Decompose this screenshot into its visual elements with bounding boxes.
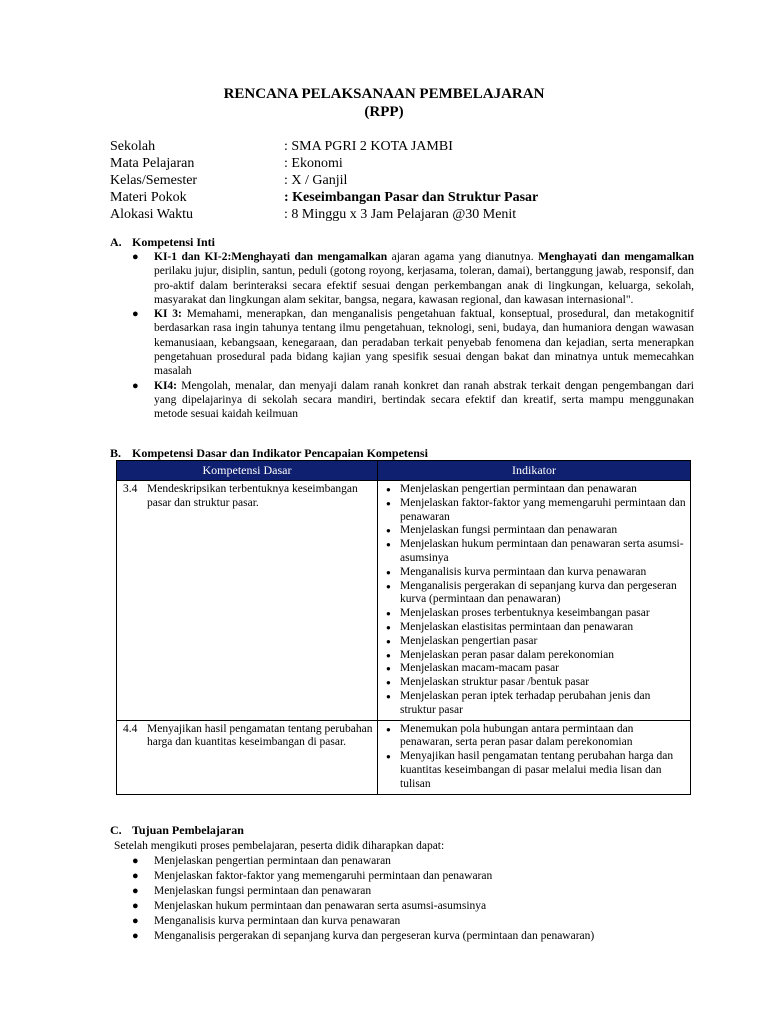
kompetensi-inti-list (130, 250, 694, 422)
info-row-sekolah (110, 138, 538, 155)
bullet-icon: ● (132, 930, 139, 942)
kompetensi-table (116, 460, 691, 795)
ki-text: ajaran agama yang dianutnya. (387, 251, 539, 263)
section-title: Kompetensi Inti (132, 235, 216, 249)
list-item: ● Menjelaskan hukum permintaan dan penawaran serta asumsi-asumsinya (384, 538, 686, 566)
kd-description: Menyajikan hasil pengamatan tentang perubahan harga dan kuantitas keseimbangan di pasar. (147, 722, 373, 749)
list-item: ● Menjelaskan peran pasar dalam perekonomian (384, 649, 686, 663)
indikator-list (384, 723, 686, 792)
identity-block (110, 138, 538, 223)
list-item: ● Menganalisis kurva permintaan dan kurva penawaran (384, 566, 686, 580)
section-title: Tujuan Pembelajaran (132, 823, 244, 837)
info-label: Sekolah (110, 139, 156, 154)
list-item (130, 854, 710, 869)
section-letter: C. (110, 823, 122, 837)
list-item: ● Menjelaskan elastisitas permintaan dan penawaran (384, 621, 686, 635)
table-header-row (117, 461, 691, 481)
list-item (130, 929, 710, 944)
info-label: Alokasi Waktu (110, 207, 193, 222)
section-a-heading (110, 235, 215, 250)
section-letter: B. (110, 446, 122, 460)
column-header-kd: Kompetensi Dasar (117, 461, 378, 481)
list-item: ● Menganalisis pergerakan di sepanjang kurva dan pergeseran kurva (permintaan dan penawaran) (384, 580, 686, 608)
indikator-cell (378, 720, 691, 794)
tujuan-text: Menjelaskan faktor-faktor yang memengaruhi permintaan dan penawaran (154, 870, 493, 882)
section-b-heading (110, 446, 428, 461)
bullet-icon: ● (132, 308, 139, 321)
list-item (130, 884, 710, 899)
info-label: Mata Pelajaran (110, 156, 195, 171)
info-value: : X / Ganjil (284, 173, 348, 188)
bullet-icon: ● (132, 379, 139, 392)
bullet-icon: ● (132, 885, 139, 897)
kd-description: Mendeskripsikan terbentuknya keseimbangan pasar dan struktur pasar. (147, 483, 358, 509)
info-row-kelas (110, 172, 538, 189)
ki-text: Mengolah, menalar, dan menyaji dalam ranah konkret dan ranah abstrak terkait dengan pengembangan dari yang dipelajarinya di sekolah secara mandiri, bertindak secara efektif dan kreatif, serta mampu menggunakan metode sesuai kaidah keilmuan (154, 379, 694, 421)
bullet-icon: ● (132, 900, 139, 912)
list-item: ● Menjelaskan peran iptek terhadap perubahan jenis dan struktur pasar (384, 690, 686, 718)
tujuan-text: Menjelaskan hukum permintaan dan penawaran serta asumsi-asumsinya (154, 900, 487, 912)
tujuan-text: Menjelaskan pengertian permintaan dan penawaran (154, 855, 391, 867)
tujuan-text: Menganalisis kurva permintaan dan kurva penawaran (154, 915, 401, 927)
list-item: ● Menjelaskan faktor-faktor yang memengaruhi permintaan dan penawaran (384, 497, 686, 525)
doc-subtitle: (RPP) (364, 104, 404, 120)
list-item: ● Menjelaskan pengertian pasar (384, 635, 686, 649)
list-item: ● Menyajikan hasil pengamatan tentang perubahan harga dan kuantitas keseimbangan di pasar melalui media lisan dan tulisan (384, 750, 686, 791)
list-item (130, 914, 710, 929)
list-item: ● Menjelaskan struktur pasar /bentuk pasar (384, 676, 686, 690)
ki-lead-2: Menghayati dan mengamalkan (538, 251, 694, 263)
ki-text: Memahami, menerapkan, dan menganalisis pengetahuan faktual, konseptual, prosedural, dan metakognitif berdasarkan rasa ingin tahunya tentang ilmu pengetahuan, teknologi, seni, budaya, dan humaniora dengan wawasan kemanusiaan, kebangsaan, kenegaraan, dan peradaban terkait penyebab fenomena dan kejadian, serta menerapkan pengetahuan prosedural pada bidang kajian yang spesifik sesuai dengan bakat dan minatnya untuk memecahkan masalah (154, 308, 695, 378)
info-label: Kelas/Semester (110, 173, 198, 188)
list-item: ● Menjelaskan proses terbentuknya keseimbangan pasar (384, 607, 686, 621)
kd-number: 4.4 (123, 722, 138, 735)
list-item (130, 307, 694, 378)
tujuan-text: Menjelaskan fungsi permintaan dan penawaran (154, 885, 372, 897)
info-row-mapel (110, 155, 538, 172)
list-item (130, 869, 710, 884)
list-item: ● Menjelaskan fungsi permintaan dan penawaran (384, 524, 686, 538)
list-item: ● Menjelaskan pengertian permintaan dan penawaran (384, 483, 686, 497)
info-value: : Ekonomi (284, 156, 343, 171)
info-label: Materi Pokok (110, 190, 187, 205)
list-item (130, 899, 710, 914)
ki-lead: KI 3: (154, 308, 182, 321)
kd-cell (117, 720, 378, 794)
ki-lead: KI4: (154, 379, 177, 392)
info-value: : 8 Minggu x 3 Jam Pelajaran @30 Menit (284, 207, 517, 222)
tujuan-text: Menganalisis pergerakan di sepanjang kurva dan pergeseran kurva (permintaan dan penawaran) (154, 930, 595, 942)
bullet-icon: ● (132, 915, 139, 927)
tujuan-intro: Setelah mengikuti proses pembelajaran, peserta didik diharapkan dapat: (114, 840, 445, 852)
info-row-alokasi (110, 206, 538, 223)
info-value: : SMA PGRI 2 KOTA JAMBI (284, 139, 453, 154)
section-letter: A. (110, 235, 122, 249)
list-item: ● Menemukan pola hubungan antara permintaan dan penawaran, serta peran pasar dalam perekonomian (384, 723, 686, 751)
kd-cell (117, 481, 378, 721)
section-title: Kompetensi Dasar dan Indikator Pencapaian Kompetensi (132, 446, 428, 460)
kd-number: 3.4 (123, 483, 138, 495)
list-item: ● Menjelaskan macam-macam pasar (384, 662, 686, 676)
column-header-indikator: Indikator (378, 461, 691, 481)
indikator-list (384, 483, 686, 718)
table-row (117, 720, 691, 794)
ki-lead: KI-1 dan KI-2:Menghayati dan mengamalkan (154, 251, 388, 263)
ki-text-2: perilaku jujur, disiplin, santun, peduli (gotong royong, kerjasama, toleran, damai), bertanggung jawab, responsif, dan pro-aktif dalam berinteraksi secara efektif sesuai dengan perkembangan anak di lingkungan, keluarga, sekolah, masyarakat dan lingkungan alam sekitar, bangsa, negara, kawasan regional, dan kawasan internasional". (154, 265, 694, 306)
list-item (130, 379, 694, 422)
list-item (130, 250, 694, 307)
tujuan-block (114, 839, 710, 944)
bullet-icon: ● (132, 251, 139, 263)
bullet-icon: ● (132, 870, 139, 882)
info-value: : Keseimbangan Pasar dan Struktur Pasar (284, 190, 539, 205)
doc-title: RENCANA PELAKSANAAN PEMBELAJARAN (223, 86, 545, 102)
section-c-heading (110, 823, 244, 838)
bullet-icon: ● (132, 855, 139, 867)
info-row-materi (110, 189, 538, 206)
indikator-cell (378, 481, 691, 721)
table-row (117, 481, 691, 721)
